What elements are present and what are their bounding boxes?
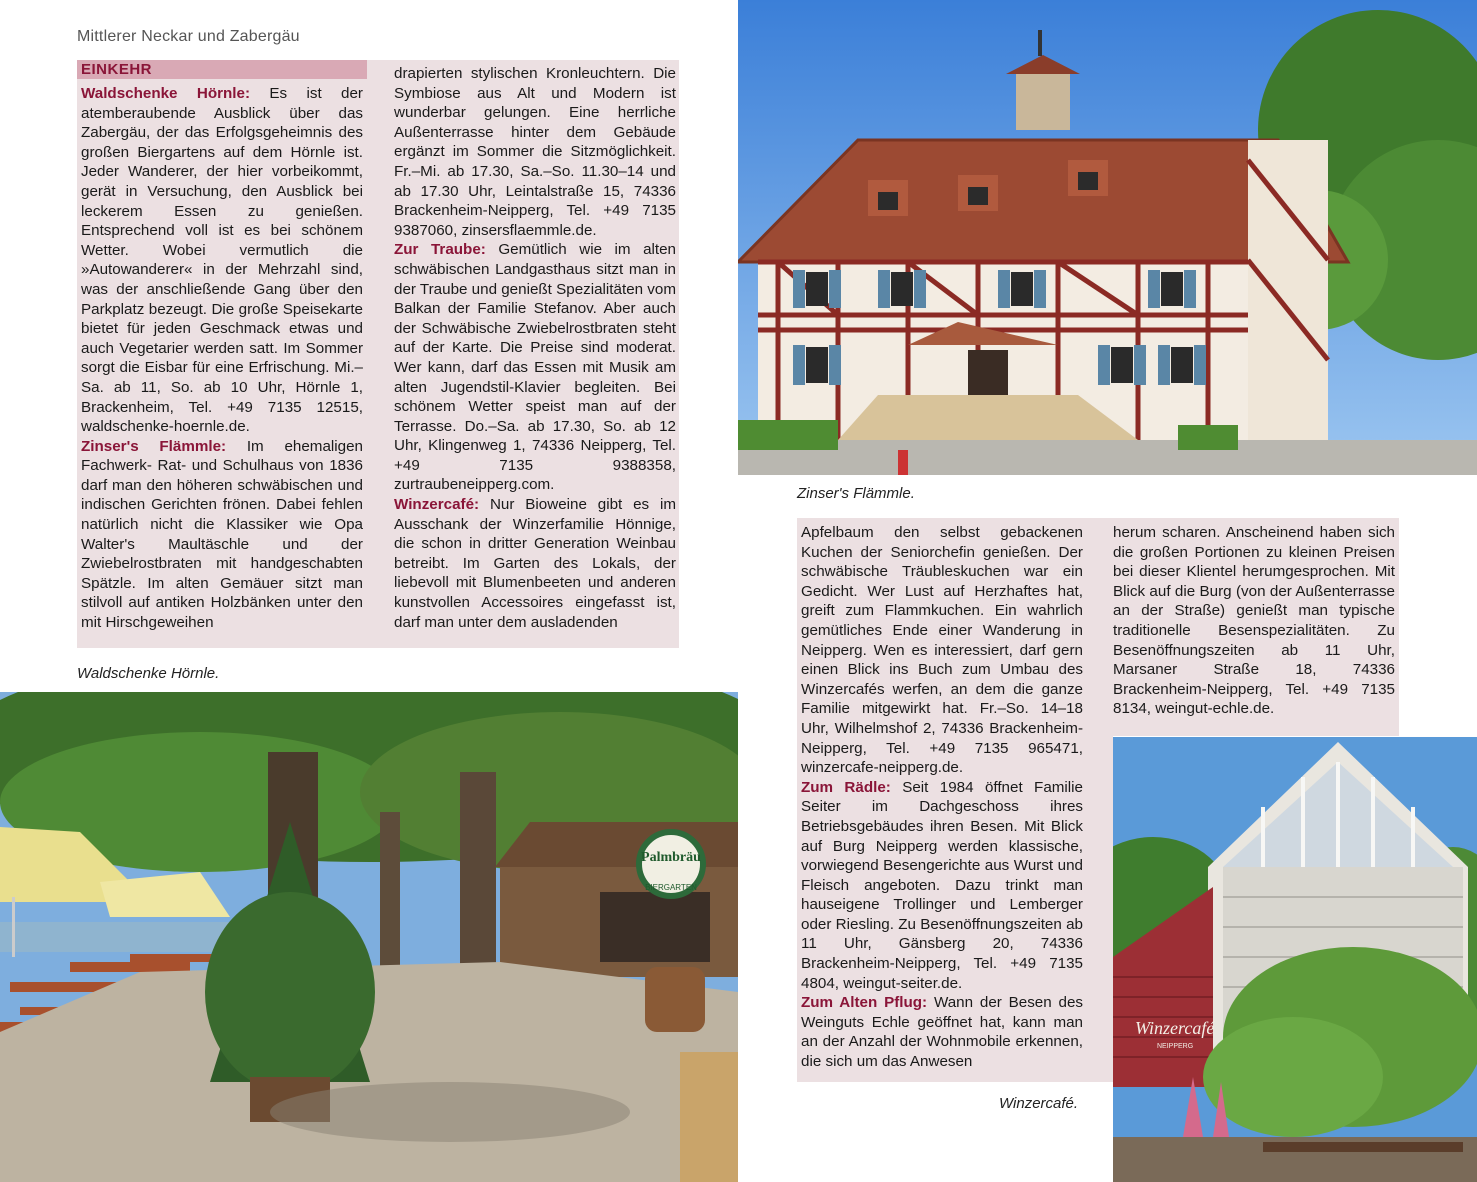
beer-sign-biergarten: BIERGARTEN (645, 883, 697, 892)
beer-sign-brand: Palmbräu (641, 850, 701, 865)
photo-zinsers-flaemmle (738, 0, 1477, 475)
venue-name: Winzercafé: (394, 496, 480, 514)
venue-description: Es ist der atemberaubende Ausblick über das Zabergäu, der das Erfolgsgeheimnis des großen Biergartens auf dem Hörnle ist. Jeder Wanderer, der hier vorbeikommt, gerät in Versuchung, den Ausblick bei leckerem Essen zu genießen. Entsprechend voll ist es bei schönem Wetter. Wobei vermutlich die »Autowanderer« in der Mehrzahl sind, was der anschließende Gang über den Parkplatz bezeugt. Die große Speisekarte bietet für jeden Geschmack etwas und auch Vegetarier werden satt. Im Sommer sorgt die Eisbar für eine Erfrischung. Mi.–Sa. ab 11, So. ab 10 Uhr, Hörnle 1, Brackenheim, Tel. +49 7135 12515, waldschenke-hoernle.de. (81, 85, 363, 436)
photo-waldschenke-hoernle (0, 692, 738, 1182)
venue-description: Im ehemaligen Fachwerk- Rat- und Schulhaus von 1836 darf man den höheren schwäbischen und indischen Gerichten frönen. Dabei fehlen natürlich nicht die Klassiker wie Opa Walter's Maultäschle und der Zwiebelrostbraten mit handgeschabten Spätzle. Im alten Gemäuer sitzt man stilvoll auf antiken Holzbänken unter den mit Hirschgeweihen (81, 437, 363, 632)
paragraph (394, 64, 676, 240)
paragraph (1113, 523, 1395, 719)
paragraph (394, 495, 676, 632)
venue-description: Wann der Besen des Weinguts Echle geöffnet hat, kann man an der Anzahl der Wohnmobile erkennen, die sich um das Anwesen (801, 994, 1083, 1071)
winzercafe-sign: Winzercafé (1135, 1018, 1215, 1038)
venue-description: Nur Bioweine gibt es im Ausschank der Winzerfamilie Hönnige, die schon in dritter Generation Weinbau betreibt. Im Garten des Lokals, der liebevoll mit Blumenbeeten und anderen kunstvollen Accessoires eingefasst ist, darf man unter dem ausladenden (394, 496, 676, 631)
venue-description: Apfelbaum den selbst gebackenen Kuchen der Seniorchefin genießen. Der schwäbische Träubleskuchen war ein Gedicht. Wer Lust auf Herzhaftes hat, greift zum Flammkuchen. Ein wahrlich gemütliches Ende einer Wanderung in Neipperg. Wen es interessiert, darf gern einen Blick ins Buch zum Umbau des Winzercafés werfen, an dem die ganze Familie mitgewirkt hat. Fr.–So. 14–18 Uhr, Wilhelmshof 2, 74336 Brackenheim-Neipperg, Tel. +49 7135 965471, winzercafe-neipperg.de. (801, 524, 1083, 777)
text-column-2 (394, 64, 676, 632)
paragraph (801, 523, 1083, 778)
paragraph (801, 993, 1083, 1071)
venue-description: drapierten stylischen Kronleuchtern. Die Symbiose aus Alt und Modern ist wunderbar gelungen. Eine herrliche Außenterrasse hinter dem Gebäude ergänzt im Sommer die Sitzmöglichkeit. Fr.–Mi. ab 17.30, Sa.–So. 11.30–14 und ab 17.30 Uhr, Leintalstraße 15, 74336 Brackenheim-Neipperg, Tel. +49 7135 9387060, zinsersflaemmle.de. (394, 65, 676, 239)
photo-winzercafe (1113, 737, 1477, 1182)
paragraph (81, 84, 363, 437)
paragraph (394, 240, 676, 495)
text-column-4 (1113, 523, 1395, 719)
venue-name: Zinser's Flämmle: (81, 437, 227, 455)
caption-winzercafe: Winzercafé. (999, 1095, 1079, 1112)
paragraph (801, 778, 1083, 994)
paragraph (81, 437, 363, 633)
venue-name: Zum Rädle: (801, 778, 891, 796)
running-title: Mittlerer Neckar und Zabergäu (77, 28, 300, 45)
section-label: EINKEHR (81, 61, 153, 78)
caption-zinsers: Zinser's Flämmle. (797, 485, 915, 502)
text-column-3 (801, 523, 1083, 1072)
venue-name: Zur Traube: (394, 241, 486, 259)
caption-waldschenke: Waldschenke Hörnle. (77, 665, 220, 682)
text-column-1 (81, 84, 363, 633)
venue-description: Seit 1984 öffnet Familie Seiter im Dachgeschoss ihres Betriebsgebäudes ihren Besen. Mit Blick auf Burg Neipperg werden klassische, vorwiegend Besengerichte aus Wurst und Fleisch angeboten. Dazu trinkt man hauseigene Trollinger und Lemberger oder Riesling. Zu Besenöffnungszeiten ab 11 Uhr, Gänsberg 20, 74336 Brackenheim-Neipperg, Tel. +49 7135 4804, weingut-seiter.de. (801, 778, 1083, 992)
venue-description: herum scharen. Anscheinend haben sich die großen Portionen zu kleinen Preisen bei dieser Klientel herumgesprochen. Mit Blick auf die Burg (von der Außenterrasse an der Straße) genießt man typische traditionelle Besenspezialitäten. Zu Besenöffnungszeiten ab 11 Uhr, Marsaner Straße 18, 74336 Brackenheim-Neipperg, Tel. +49 7135 8134, weingut-echle.de. (1113, 524, 1395, 718)
winzercafe-sign-sub: NEIPPERG (1157, 1043, 1194, 1050)
venue-description: Gemütlich wie im alten schwäbischen Landgasthaus sitzt man in der Traube und genießt Spezialitäten vom Balkan der Familie Stefanov. Aber auch der Schwäbische Zwiebelrostbraten steht auf der Karte. Die Preise sind moderat. Wer kann, darf das Essen mit Musik am alten Jugendstil-Klavier begleiten. Bei schönem Wetter speist man auf der Terrasse. Do.–Sa. ab 17.30, So. ab 12 Uhr, Klingenweg 1, 74336 Neipperg, Tel. +49 7135 9388358, zurtraubeneipperg.com. (394, 241, 676, 494)
venue-name: Zum Alten Pflug: (801, 994, 928, 1012)
venue-name: Waldschenke Hörnle: (81, 85, 251, 102)
